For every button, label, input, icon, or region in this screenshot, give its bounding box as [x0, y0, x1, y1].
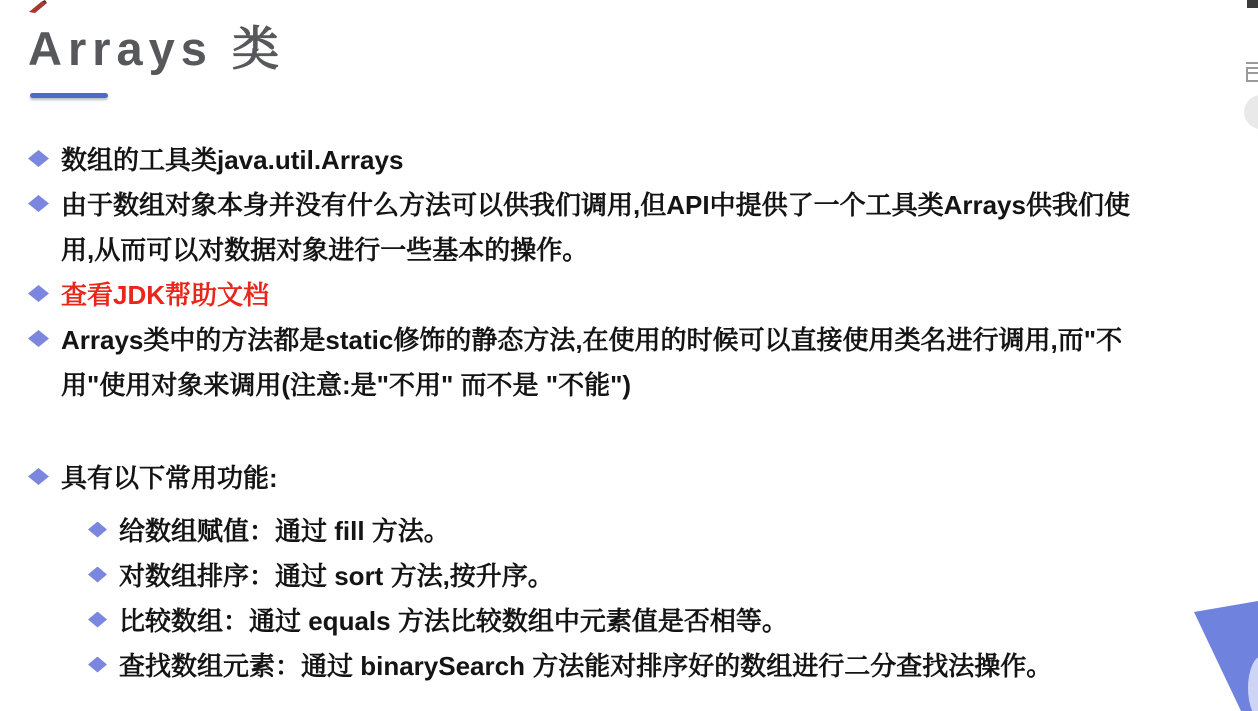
diamond-bullet-icon: [28, 285, 49, 302]
title-underline: [30, 93, 108, 98]
diamond-bullet-icon: [28, 468, 49, 485]
bullet-item: [28, 597, 1254, 642]
document-icon[interactable]: [1246, 62, 1258, 81]
bullet-text: 给数组赋值：通过 fill 方法。: [119, 516, 450, 546]
diamond-bullet-icon: [28, 330, 49, 347]
circle-button[interactable]: [1244, 95, 1258, 129]
bullet-text: 用"使用对象来调用(注意:是"不用" 而不是 "不能"): [61, 370, 632, 400]
bullet-text: 比较数组：通过 equals 方法比较数组中元素值是否相等。: [119, 606, 788, 636]
bullet-item: [28, 454, 1254, 499]
bullet-text: 用,从而可以对数据对象进行一些基本的操作。: [61, 235, 589, 265]
bullet-item: [28, 552, 1254, 597]
diamond-bullet-icon: [88, 567, 107, 583]
pen-icon: [28, 0, 50, 14]
bullet-item: [28, 271, 1254, 316]
bullet-item: [28, 136, 1254, 181]
document-icon-bar: [1246, 62, 1258, 64]
diamond-bullet-icon: [28, 195, 49, 212]
bullet-text: 查看JDK帮助文档: [61, 280, 270, 310]
window-fragment-icon: [1247, 0, 1258, 8]
bullet-item: [28, 507, 1254, 552]
bullet-item: [28, 316, 1254, 361]
diamond-bullet-icon: [88, 657, 107, 673]
spacer: [28, 406, 1254, 454]
bullet-text: 查找数组元素：通过 binarySearch 方法能对排序好的数组进行二分查找法操作。: [119, 651, 1053, 681]
bullet-item: [28, 642, 1254, 687]
document-icon-box: [1246, 67, 1258, 82]
bullet-item: [28, 361, 1254, 406]
decorative-triangle: [1188, 596, 1258, 711]
bullet-item: [28, 181, 1254, 226]
bullet-text: 由于数组对象本身并没有什么方法可以供我们调用,但API中提供了一个工具类Arrays供我们使: [61, 190, 1130, 220]
bullet-text: 数组的工具类java.util.Arrays: [61, 145, 404, 175]
diamond-bullet-icon: [28, 150, 49, 167]
bullet-text: Arrays类中的方法都是static修饰的静态方法,在使用的时候可以直接使用类名进行调用,而"不: [61, 325, 1123, 355]
diamond-bullet-icon: [88, 612, 107, 628]
bullet-list: [28, 136, 1254, 687]
bullet-text: 具有以下常用功能:: [61, 463, 278, 493]
slide-title: Arrays 类: [28, 22, 285, 75]
bullet-text: 对数组排序：通过 sort 方法,按升序。: [119, 561, 554, 591]
bullet-item: [28, 226, 1254, 271]
diamond-bullet-icon: [88, 522, 107, 538]
